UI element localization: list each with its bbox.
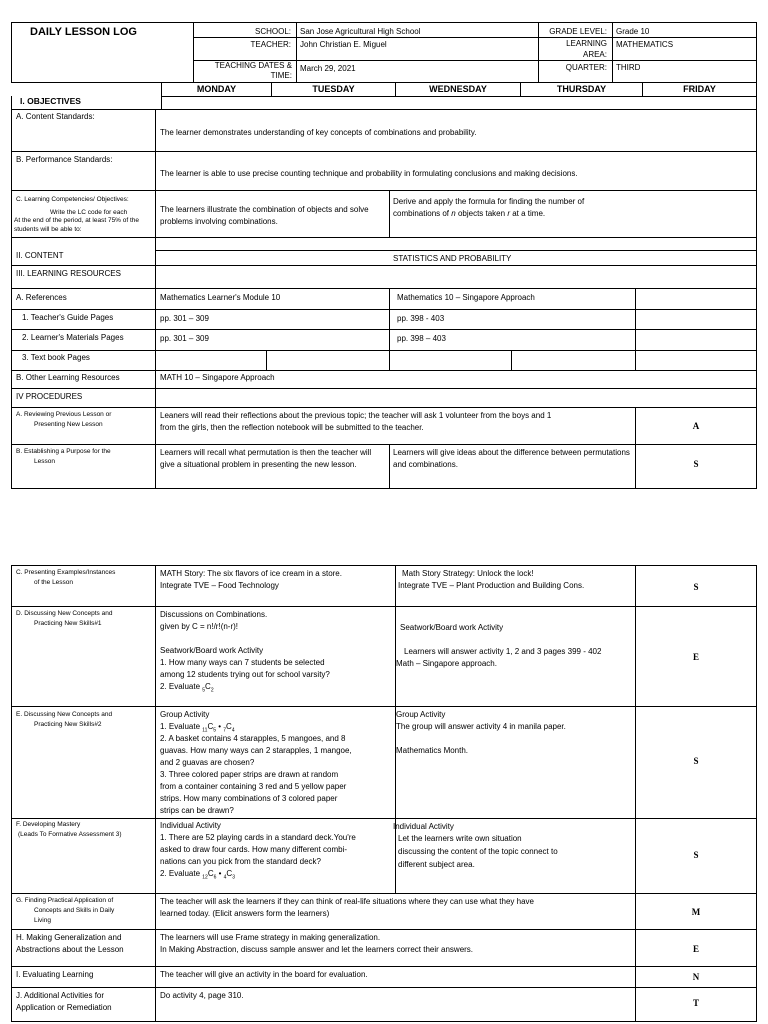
proc-j-label-2: Application or Remediation	[16, 1003, 112, 1012]
proc-e-wednesday-3: Mathematics Month.	[396, 746, 469, 755]
proc-h-label-2: Abstractions about the Lesson	[16, 945, 124, 954]
proc-h-label-1: H. Making Generalization and	[16, 933, 122, 942]
day-wednesday: WEDNESDAY	[429, 84, 487, 94]
objectives-heading: I. OBJECTIVES	[20, 96, 81, 106]
proc-f-wednesday-3: discussing the content of the topic connect to	[398, 847, 558, 856]
competencies-wednesday-line-1: Derive and apply the formula for finding the number of	[393, 197, 585, 206]
proc-c-label-2: of the Lesson	[34, 579, 74, 586]
proc-e-monday-9: strips can be drawn?	[160, 806, 234, 815]
teachers-guide-wednesday: pp. 398 - 403	[397, 314, 445, 323]
day-tuesday: TUESDAY	[312, 84, 355, 94]
proc-i-label: I. Evaluating Learning	[16, 970, 94, 979]
content-standards-label: A. Content Standards:	[16, 112, 95, 121]
proc-c-label-1: C. Presenting Examples/Instances	[16, 569, 116, 576]
proc-d-wednesday-2: Learners will answer activity 1, 2 and 3 pages 399 - 402	[404, 647, 602, 656]
proc-f-monday-3: asked to draw four cards. How many different combi-	[160, 845, 348, 854]
proc-d-monday-1: Discussions on Combinations.	[160, 610, 268, 619]
teacher-label: TEACHER:	[250, 40, 291, 49]
proc-g-text-1: The teacher will ask the learners if they can think of real-life situations where they can use what they have	[160, 897, 534, 906]
proc-b-label-1: B. Establishing a Purpose for the	[16, 448, 111, 455]
proc-e-monday-8: strips. How many combinations of 3 colored paper	[160, 794, 338, 803]
proc-e-monday-6: 3. Three colored paper strips are drawn at random	[160, 770, 339, 779]
day-thursday: THURSDAY	[556, 84, 607, 94]
quarter-value: THIRD	[616, 63, 641, 72]
proc-b-code: S	[693, 459, 699, 469]
dates-value: March 29, 2021	[300, 64, 356, 73]
proc-f-wednesday-4: different subject area.	[398, 860, 475, 869]
proc-d-code: E	[692, 652, 699, 662]
proc-j-code: T	[692, 998, 699, 1008]
textbook-pages-label: 3. Text book Pages	[22, 353, 90, 362]
proc-c-monday-2: Integrate TVE – Food Technology	[160, 581, 279, 590]
proc-j-label-1: J. Additional Activities for	[16, 991, 105, 1000]
grade-value: Grade 10	[616, 27, 650, 36]
proc-d-wednesday-1: Seatwork/Board work Activity	[400, 623, 504, 632]
performance-standards-text: The learner is able to use precise counting technique and probability in formulating conclusions and making decisions.	[160, 169, 578, 178]
proc-b-wednesday: Learners will give ideas about the difference between permutations and combinations.	[393, 448, 630, 469]
proc-d-monday-3: Seatwork/Board work Activity	[160, 646, 264, 655]
other-resources-label: B. Other Learning Resources	[16, 373, 120, 382]
proc-g-label-3: Living	[34, 917, 51, 924]
proc-j-text: Do activity 4, page 310.	[160, 991, 244, 1000]
proc-d-label-1: D. Discussing New Concepts and	[16, 610, 113, 617]
proc-f-code: S	[693, 850, 699, 860]
proc-c-code: S	[693, 582, 699, 592]
proc-g-label-2: Concepts and Skills in Daily	[34, 907, 115, 914]
references-label: A. References	[16, 293, 67, 302]
proc-d-monday-6: 2. Evaluate $_5C_2$	[160, 682, 214, 694]
proc-h-text-1: The learners will use Frame strategy in making generalization.	[160, 933, 381, 942]
proc-e-monday-1: Group Activity	[160, 710, 210, 719]
proc-e-monday-5: and 2 guavas are chosen?	[160, 758, 255, 767]
school-value: San Jose Agricultural High School	[300, 27, 421, 36]
references-monday: Mathematics Learner's Module 10	[160, 293, 281, 302]
proc-h-code: E	[692, 944, 699, 954]
quarter-label: QUARTER:	[565, 63, 607, 72]
performance-standards-label: B. Performance Standards:	[16, 155, 113, 164]
competencies-wednesday-line-2: combinations of n objects taken r at a time.	[393, 209, 546, 218]
proc-a-label-1: A. Reviewing Previous Lesson or	[16, 411, 112, 418]
proc-f-wednesday-1: Individual Activity	[393, 822, 454, 831]
proc-e-monday-2: 1. Evaluate $_{11}C_5$ • $_7C_4$	[160, 722, 235, 734]
proc-c-wednesday-2: Integrate TVE – Plant Production and Building Cons.	[398, 581, 585, 590]
proc-f-monday-2: 1. There are 52 playing cards in a standard deck.You're	[160, 833, 356, 842]
proc-e-monday-4: guavas. How many ways can 2 starapples, 1 mangoe,	[160, 746, 352, 755]
school-label: SCHOOL:	[254, 27, 291, 36]
proc-a-text-1: Leaners will read their reflections about the previous topic; the teacher will ask 1 volunteer from the boys and 1	[160, 411, 552, 420]
teachers-guide-label: 1. Teacher's Guide Pages	[22, 313, 114, 322]
proc-a-label-2: Presenting New Lesson	[34, 421, 103, 428]
proc-a-code: A	[692, 421, 700, 431]
learners-materials-label: 2. Learner's Materials Pages	[22, 333, 124, 342]
proc-c-wednesday-1: Math Story Strategy: Unlock the lock!	[402, 569, 534, 578]
competencies-label-4: students will be able to:	[14, 226, 82, 233]
proc-d-monday-4: 1. How many ways can 7 students be selected	[160, 658, 325, 667]
proc-i-code: N	[692, 972, 700, 982]
references-wednesday: Mathematics 10 – Singapore Approach	[397, 293, 535, 302]
content-standards-text: The learner demonstrates understanding of key concepts of combinations and probability.	[160, 128, 477, 137]
proc-f-wednesday-2: Let the learners write own situation	[398, 834, 522, 843]
proc-d-monday-2: given by C = n!/r!(n-r)!	[160, 622, 239, 631]
teacher-value: John Christian E. Miguel	[300, 40, 387, 49]
proc-b-monday: Learners will recall what permutation is then the teacher will give a situational problem in presenting the new lesson.	[160, 448, 372, 469]
proc-d-monday-5: among 12 students trying out for school varsity?	[160, 670, 330, 679]
procedures-heading: IV PROCEDURES	[16, 392, 83, 401]
proc-f-monday-1: Individual Activity	[160, 821, 221, 830]
content-heading: II. CONTENT	[16, 251, 64, 260]
proc-e-wednesday-1: Group Activity	[396, 710, 446, 719]
resources-heading: III. LEARNING RESOURCES	[16, 269, 121, 278]
area-value: MATHEMATICS	[616, 40, 674, 49]
day-monday: MONDAY	[196, 84, 237, 94]
document-title: DAILY LESSON LOG	[30, 26, 137, 38]
proc-g-code: M	[691, 907, 701, 917]
proc-d-label-2: Practicing New Skills#1	[34, 620, 102, 627]
content-value: STATISTICS AND PROBABILITY	[393, 254, 512, 263]
proc-i-text: The teacher will give an activity in the board for evaluation.	[160, 970, 368, 979]
competencies-label-1: C. Learning Competencies/ Objectives:	[16, 196, 129, 203]
proc-c-monday-1: MATH Story: The six flavors of ice cream in a store.	[160, 569, 342, 578]
proc-e-label-1: E. Discussing New Concepts and	[16, 711, 113, 718]
proc-e-wednesday-2: The group will answer activity 4 in manila paper.	[396, 722, 566, 731]
day-friday: FRIDAY	[683, 84, 716, 94]
teachers-guide-monday: pp. 301 – 309	[160, 314, 209, 323]
proc-f-label-2: (Leads To Formative Assessment 3)	[18, 831, 122, 838]
proc-a-text-2: from the girls, then the reflection notebook will be submitted to the teacher.	[160, 423, 424, 432]
proc-f-monday-4: nations can you pick from the standard deck?	[160, 857, 321, 866]
proc-e-label-2: Practicing New Skills#2	[34, 721, 102, 728]
proc-g-label-1: G. Finding Practical Application of	[16, 897, 114, 904]
learners-materials-wednesday: pp. 398 – 403	[397, 334, 446, 343]
proc-e-monday-3: 2. A basket contains 4 starapples, 5 mangoes, and 8	[160, 734, 346, 743]
proc-h-text-2: In Making Abstraction, discuss sample answer and let the learners correct their answers.	[160, 945, 474, 954]
proc-b-label-2: Lesson	[34, 458, 55, 465]
learners-materials-monday: pp. 301 – 309	[160, 334, 209, 343]
proc-e-code: S	[693, 756, 699, 766]
grade-label: GRADE LEVEL:	[549, 27, 607, 36]
proc-f-monday-5: 2. Evaluate $_{12}C_6$ • $_4C_3$	[160, 869, 235, 881]
proc-g-text-2: learned today. (Elicit answers form the learners)	[160, 909, 330, 918]
area-label: LEARNING AREA:	[566, 39, 607, 59]
proc-d-wednesday-3: Math – Singapore approach.	[396, 659, 497, 668]
other-resources-value: MATH 10 – Singapore Approach	[160, 373, 275, 382]
competencies-label-2: Write the LC code for each	[50, 209, 128, 216]
competencies-label-3: At the end of the period, at least 75% of the	[14, 217, 140, 224]
competencies-monday: The learners illustrate the combination of objects and solve problems involving combinations.	[160, 205, 369, 226]
proc-f-label-1: F. Developing Mastery	[16, 821, 81, 828]
dates-label: TEACHING DATES & TIME:	[214, 61, 292, 80]
proc-e-monday-7: from a container containing 3 red and 5 yellow paper	[160, 782, 347, 791]
